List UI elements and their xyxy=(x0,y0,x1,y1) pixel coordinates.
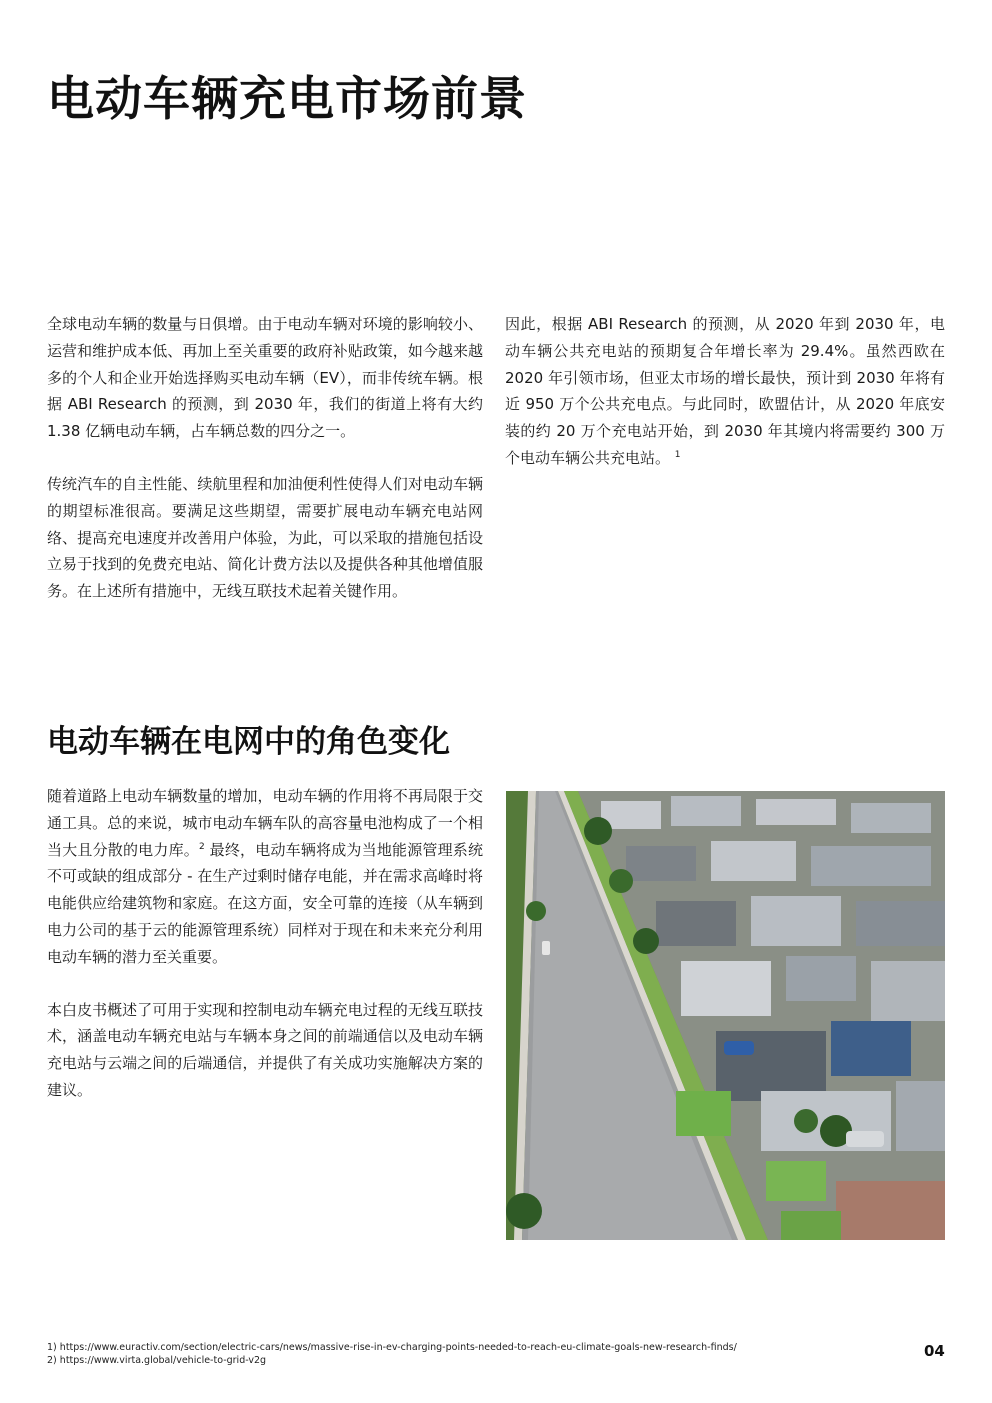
section2-paragraph-2: 本白皮书概述了可用于实现和控制电动车辆充电过程的无线互联技术，涵盖电动车辆充电站与车辆本身之间的前端通信以及电动车辆充电站与云端之间的后端通信，并提供了有关成功实施解决方案的建议。 xyxy=(47,1000,483,1099)
suburban-street-photo xyxy=(506,791,945,1240)
intro-paragraph-3 xyxy=(505,311,945,472)
section2-paragraph-1-a: 随着道路上电动车辆数量的增加，电动车辆的作用将不再局限于交通工具。总的来说，城市电动车辆车队的高容量电池构成了一个相当大且分散的电力库。 xyxy=(47,787,483,859)
section2-column xyxy=(47,783,483,1130)
section2-paragraph-1-b: 最终，电动车辆将成为当地能源管理系统不可或缺的组成部分 - 在生产过剩时储存电能，并在需求高峰时将电能供应给建筑物和家庭。在这方面，安全可靠的连接（从车辆到电力公司的基于云的能源管理系统）同样对于现在和未来充分利用电动车辆的潜力至关重要。 xyxy=(47,840,483,966)
footnote-2-link[interactable]: https://www.virta.global/vehicle-to-grid-v2g xyxy=(59,1355,267,1366)
footnote-ref-2: 2 xyxy=(198,841,205,852)
footnote-ref-1: 1 xyxy=(674,449,681,460)
footnote-1-link[interactable]: https://www.euractiv.com/section/electric-cars/news/massive-rise-in-ev-charging-points-needed-to-reach-eu-climate-goals-new-research-finds/ xyxy=(59,1342,737,1353)
page-title: 电动车辆充电市场前景 xyxy=(47,72,527,127)
page-number: 04 xyxy=(924,1342,945,1360)
section2-paragraph-1 xyxy=(47,783,483,971)
intro-paragraph-3-text: 因此，根据 ABI Research 的预测，从 2020 年到 2030 年，电动车辆公共充电站的预期复合年增长率为 29.4%。虽然西欧在 2020 年引领市场，但亚太市场的增长最快，预计到 2030 年将有近 950 万个公共充电点。与此同时，欧盟估计，从 2020 年底安装的约 20 万个充电站开始，到 2030 年其境内将需要约 300 万个电动车辆公共充电站。 xyxy=(505,315,945,467)
intro-paragraph-1: 全球电动车辆的数量与日俱增。由于电动车辆对环境的影响较小、运营和维护成本低、再加上至关重要的政府补贴政策，如今越来越多的个人和企业开始选择购买电动车辆（EV），而非传统车辆。根据 ABI Research 的预测，到 2030 年，我们的街道上将有大约 1.38 亿辆电动车辆，占车辆总数的四分之一。 xyxy=(47,315,483,441)
footnote-2-marker: 2) xyxy=(47,1355,57,1366)
footnote-1-marker: 1) xyxy=(47,1342,57,1353)
footnote-1 xyxy=(47,1341,737,1354)
intro-left-column xyxy=(47,311,483,631)
intro-paragraph-2: 传统汽车的自主性能、续航里程和加油便利性使得人们对电动车辆的期望标准很高。要满足这些期望，需要扩展电动车辆充电站网络、提高充电速度并改善用户体验，为此，可以采取的措施包括设立易于找到的免费充电站、简化计费方法以及提供各种其他增值服务。在上述所有措施中，无线互联技术起着关键作用。 xyxy=(47,474,483,601)
footnotes xyxy=(47,1341,737,1367)
intro-right-column xyxy=(505,311,945,498)
section-heading: 电动车辆在电网中的角色变化 xyxy=(47,724,450,760)
aerial-neighborhood-image xyxy=(506,791,945,1240)
footnote-2 xyxy=(47,1354,737,1367)
